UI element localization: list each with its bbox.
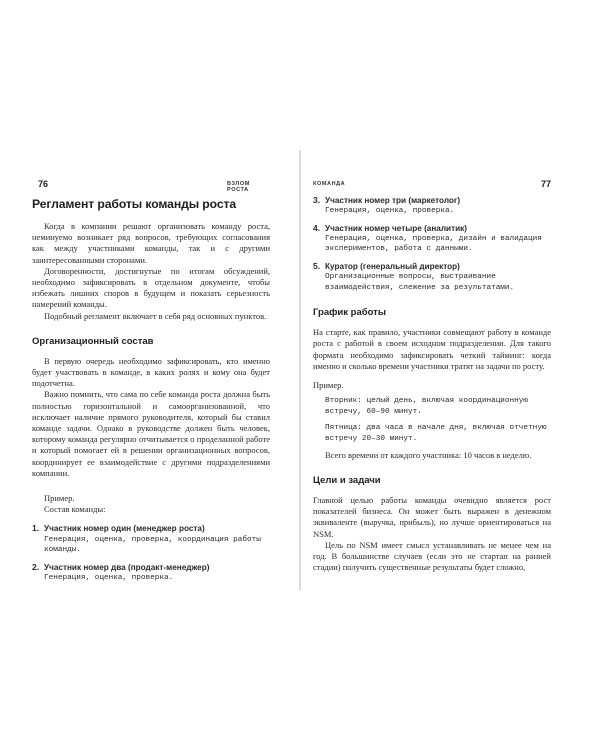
role-name: Участник номер три (маркетолог) (325, 196, 461, 205)
list-item (313, 261, 551, 293)
role-description: Генерация, оценка, проверка, координация работы команды. (44, 535, 261, 555)
section-heading-goals: Цели и задачи (313, 474, 381, 486)
example-label: Пример. (44, 493, 75, 504)
book-gutter (299, 150, 301, 590)
paragraph: Главной целью работы команды очевидно является рост показателей бизнеса. Он может быть выражен в денежном эквиваленте (выручка, прибыль), но лучше ориентироваться на NSM. (313, 494, 551, 539)
list-number: 2. (32, 561, 40, 572)
schedule-item: Всего времени от каждого участника: 10 часов в неделю. (325, 450, 532, 461)
paragraph: В первую очередь необходимо зафиксировать, кто именно будет участвовать в команде, в каких ролях и кому она будет подотчетна. (32, 355, 270, 389)
schedule-item: Пятница: два часа в начале дня, включая отчетную встречу 20–30 минут. (325, 424, 547, 443)
chapter-heading: Регламент работы команды роста (32, 197, 237, 211)
page-number: 76 (38, 179, 49, 189)
running-header-left (32, 179, 270, 191)
paragraph: На старте, как правило, участники совмещают работу в команде роста с работой в своем исходном подразделении. Для такого формата необходимо зафиксировать четкий тайминг: когда именно и сколько времени участники тратят на задачи по росту. (313, 327, 551, 371)
list-item (313, 195, 551, 217)
role-description: Генерация, оценка, проверка. (44, 573, 174, 582)
paragraph: Подобный регламент включает в себя ряд основных пунктов. (44, 310, 267, 321)
left-page-content (32, 196, 270, 589)
roles-list (32, 523, 270, 583)
running-header-title: ВЗЛОМ РОСТА (227, 181, 250, 193)
paragraph: Договоренности, достигнутые по итогам обсуждений, необходимо зафиксировать в отдельном документе, чтобы избежать лишних споров в будущем и показать серьезность намерений команды. (32, 265, 270, 310)
role-description: Генерация, оценка, проверка. (325, 207, 455, 216)
schedule-example (313, 380, 551, 461)
composition-label: Состав команды: (44, 504, 106, 515)
example-label: Пример. (313, 379, 344, 390)
list-item (313, 223, 551, 255)
running-header-title: КОМАНДА (313, 181, 346, 187)
list-number: 1. (32, 523, 40, 534)
section-heading-org: Организационный состав (32, 335, 154, 347)
list-number: 5. (313, 260, 321, 271)
paragraph: Когда в компании решают организовать команду роста, неминуемо возникает ряд вопросов, требующих согласования как между участниками команды, так и с другими заинтересованными сторонами. (32, 221, 270, 265)
role-name: Участник номер два (продакт-менеджер) (44, 562, 210, 572)
list-item (32, 523, 270, 555)
page-number: 77 (541, 179, 552, 189)
role-name: Участник номер один (менеджер роста) (44, 524, 205, 534)
list-number: 3. (313, 195, 321, 205)
schedule-item: Вторник: целый день, включая координационную встречу, 60–90 минут. (325, 397, 528, 416)
role-description: Организационные вопросы, выстраивание взаимодействия, слежение за результатами. (325, 273, 515, 292)
roles-list (313, 195, 551, 293)
list-number: 4. (313, 222, 321, 233)
role-name: Куратор (генеральный директор) (325, 261, 460, 271)
right-page-content (313, 195, 551, 573)
role-description: Генерация, оценка, проверка, дизайн и валидация экспериментов, работа с данными. (325, 234, 542, 254)
running-header-right (313, 179, 551, 191)
role-name: Участник номер четыре (аналитик) (325, 223, 467, 233)
list-item (32, 562, 270, 584)
paragraph: Важно помнить, что сама по себе команда роста должна быть полностью горизонтальной и самоорганизованной, что исключает наличие прямого руководителя, который бы ставил команде задачи. Однако в руководстве должен быть человек, которому команда регулярно отчитывается о проделанной работе и который помогает ей в решении организационных вопросов, координирует ее взаимодействие с другими подразделениями компании. (32, 389, 270, 478)
paragraph: Цель по NSM имеет смысл устанавливать не менее чем на год. В большинстве случаев (если это не стартап на ранней стадии) получить существенные результаты будет сложно, (313, 539, 551, 573)
section-heading-schedule: График работы (313, 307, 386, 319)
